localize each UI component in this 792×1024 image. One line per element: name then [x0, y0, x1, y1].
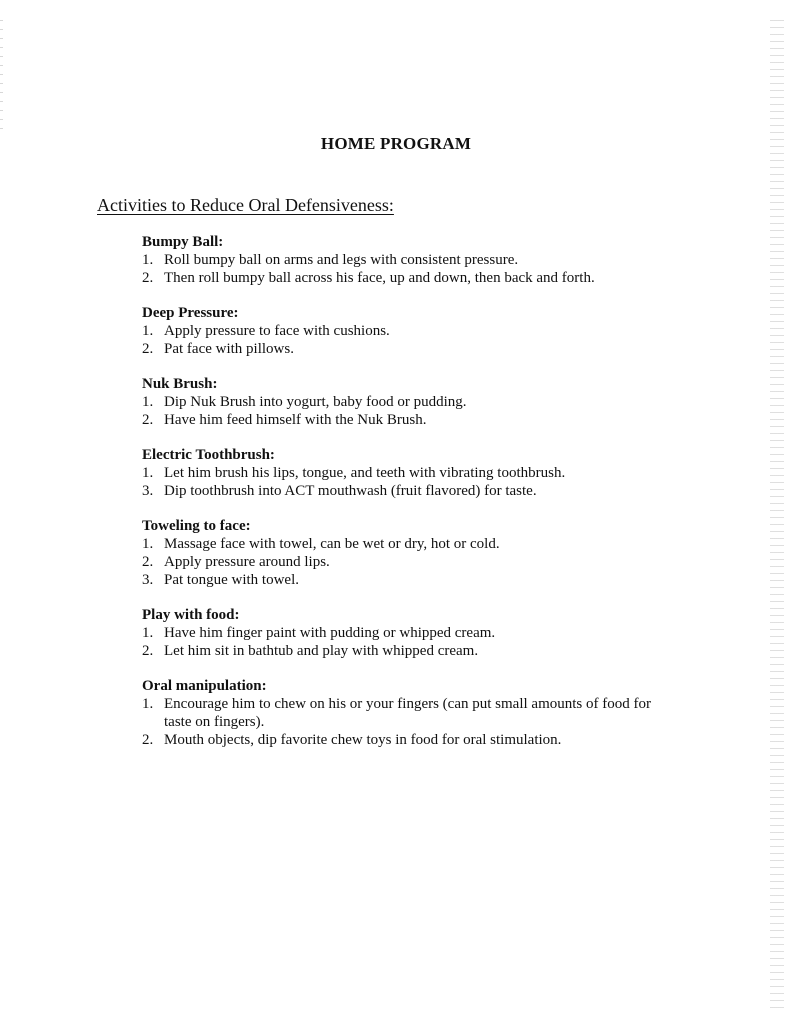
list-item: [142, 322, 682, 340]
page-subtitle: Activities to Reduce Oral Defensiveness:: [97, 195, 394, 215]
item-number: 1.: [142, 394, 154, 410]
item-text: Let him brush his lips, tongue, and teeth with vibrating toothbrush.: [164, 465, 566, 481]
section-deep-pressure: [142, 304, 682, 358]
item-number: 2.: [142, 341, 154, 357]
section-play-with-food: [142, 606, 682, 660]
list-item: [142, 535, 682, 553]
item-text: Let him sit in bathtub and play with whipped cream.: [164, 643, 479, 659]
item-text: Encourage him to chew on his or your fingers (can put small amounts of food for taste on fingers).: [164, 696, 651, 730]
list-item: [142, 340, 682, 358]
item-number: 2.: [142, 270, 154, 286]
item-number: 3.: [142, 483, 154, 499]
list-item: [142, 464, 682, 482]
item-number: 2.: [142, 643, 154, 659]
section-nuk-brush: [142, 375, 682, 429]
item-number: 1.: [142, 252, 154, 268]
item-number: 2.: [142, 732, 154, 748]
item-text: Massage face with towel, can be wet or dry, hot or cold.: [164, 536, 500, 552]
list-item: [142, 269, 682, 287]
item-number: 1.: [142, 696, 154, 712]
page-title: HOME PROGRAM: [320, 134, 472, 153]
item-number: 1.: [142, 536, 154, 552]
item-number: 3.: [142, 572, 154, 588]
section-heading: Toweling to face:: [142, 518, 251, 534]
section-oral-manipulation: [142, 677, 682, 749]
list-item: [142, 731, 682, 749]
scan-edge-artifact-right: [770, 20, 784, 1010]
item-text: Have him feed himself with the Nuk Brush.: [164, 412, 427, 428]
item-text: Pat tongue with towel.: [164, 572, 299, 588]
section-toweling-to-face: [142, 517, 682, 589]
item-text: Then roll bumpy ball across his face, up and down, then back and forth.: [164, 270, 595, 286]
item-number: 1.: [142, 465, 154, 481]
item-text: Have him finger paint with pudding or whipped cream.: [164, 625, 496, 641]
section-electric-toothbrush: [142, 446, 682, 500]
item-text: Mouth objects, dip favorite chew toys in food for oral stimulation.: [164, 732, 562, 748]
item-text: Dip Nuk Brush into yogurt, baby food or pudding.: [164, 394, 467, 410]
item-text: Roll bumpy ball on arms and legs with consistent pressure.: [164, 252, 519, 268]
item-text: Apply pressure to face with cushions.: [164, 323, 390, 339]
section-heading: Bumpy Ball:: [142, 234, 224, 250]
section-heading: Deep Pressure:: [142, 305, 239, 321]
scan-edge-artifact-left: [0, 20, 3, 130]
item-number: 1.: [142, 625, 154, 641]
activity-sections: [142, 233, 682, 766]
item-number: 2.: [142, 412, 154, 428]
list-item: [142, 251, 682, 269]
item-number: 2.: [142, 554, 154, 570]
list-item: [142, 642, 682, 660]
list-item: [142, 411, 682, 429]
item-number: 1.: [142, 323, 154, 339]
list-item: [142, 393, 682, 411]
section-heading: Play with food:: [142, 607, 240, 623]
list-item: [142, 482, 682, 500]
section-heading: Nuk Brush:: [142, 376, 218, 392]
list-item: [142, 624, 682, 642]
list-item: [142, 553, 682, 571]
item-text: Dip toothbrush into ACT mouthwash (fruit flavored) for taste.: [164, 483, 537, 499]
section-bumpy-ball: [142, 233, 682, 287]
list-item: [142, 571, 682, 589]
item-text: Pat face with pillows.: [164, 341, 294, 357]
item-text: Apply pressure around lips.: [164, 554, 330, 570]
section-heading: Oral manipulation:: [142, 678, 267, 694]
list-item: [142, 695, 682, 731]
section-heading: Electric Toothbrush:: [142, 447, 275, 463]
